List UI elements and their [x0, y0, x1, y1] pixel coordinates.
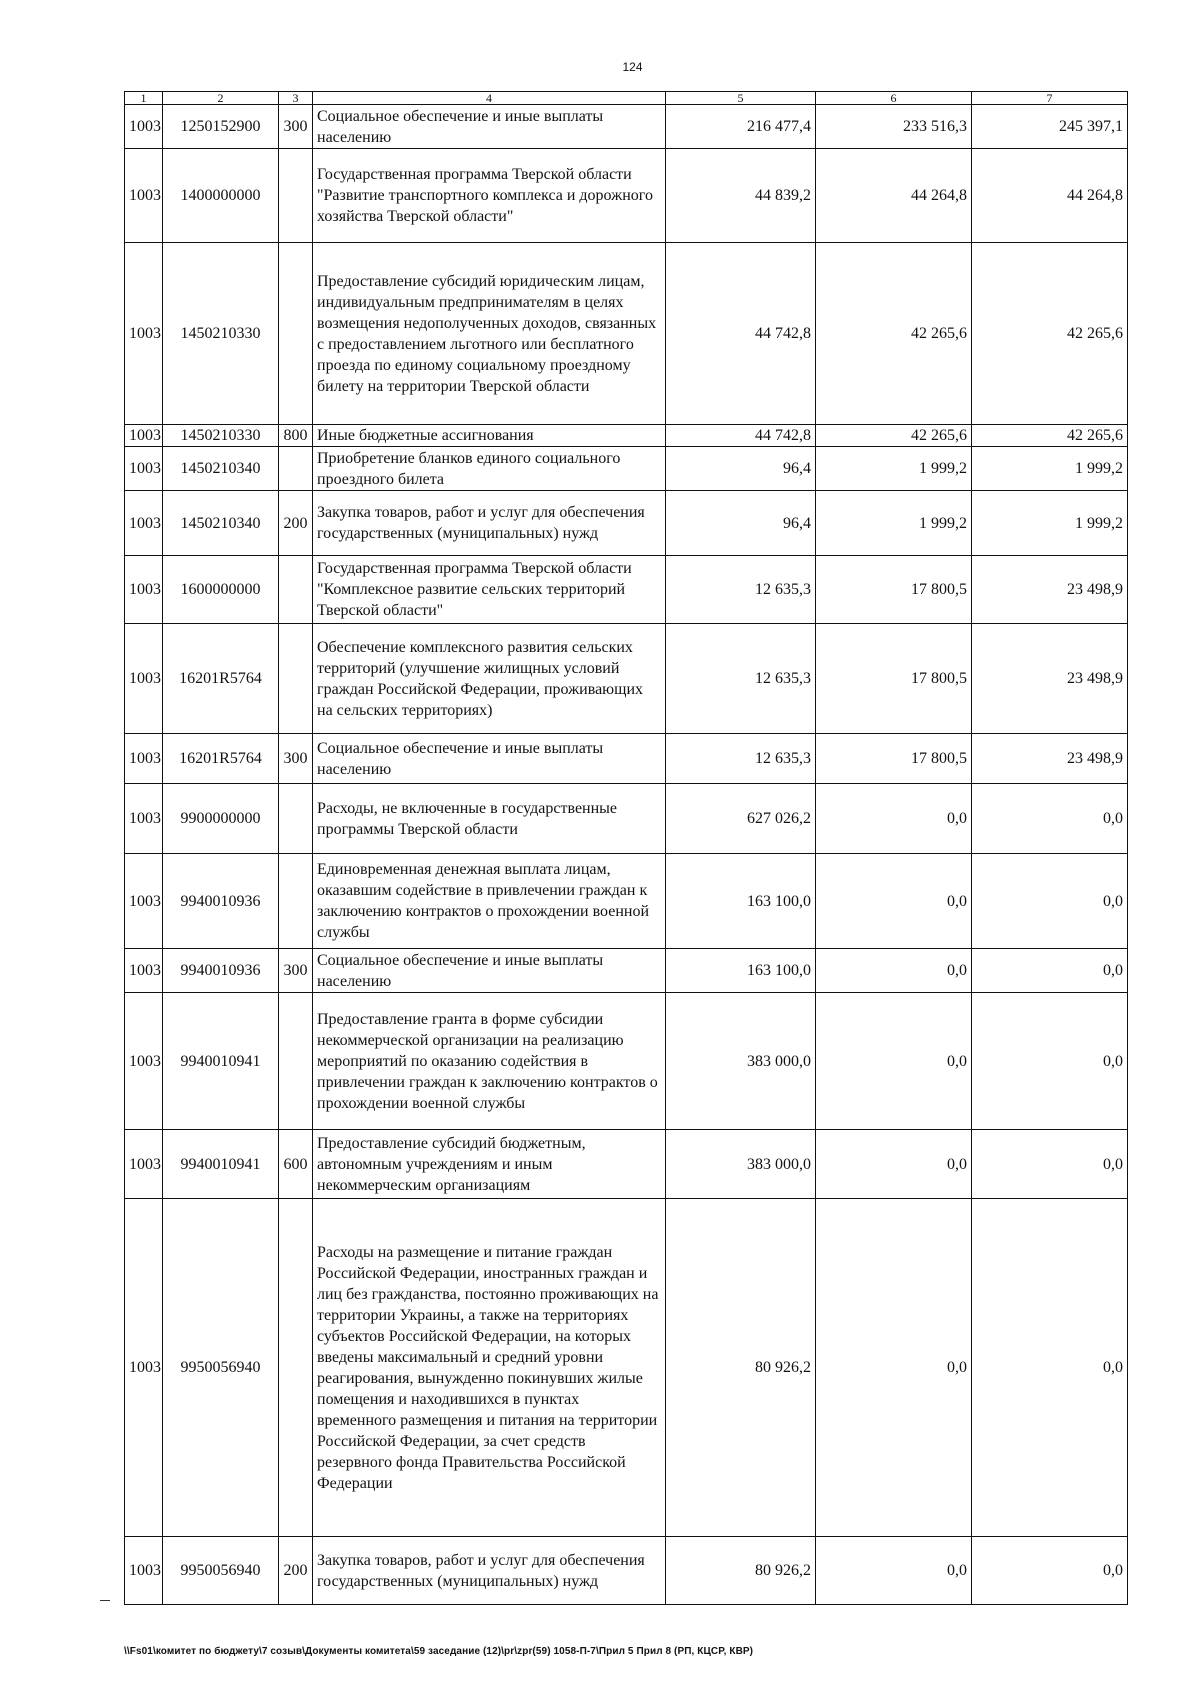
section-code: 1003	[125, 624, 163, 734]
file-path-footer: \\Fs01\комитет по бюджету\7 созыв\Документы комитета\59 заседание (12)\pr\zpr(59) 1058-П-7\Прил 5 Прил 8 (РП, КЦСР, КВР)	[124, 1646, 754, 1657]
section-code: 1003	[125, 243, 163, 425]
table-row	[125, 854, 1128, 949]
amount-col7: 42 265,6	[972, 425, 1128, 447]
target-code: 1450210340	[163, 491, 279, 556]
section-code: 1003	[125, 949, 163, 993]
amount-col5: 12 635,3	[666, 734, 816, 784]
table-row	[125, 149, 1128, 243]
amount-col6: 0,0	[816, 1199, 972, 1537]
amount-col5: 44 742,8	[666, 425, 816, 447]
table-row	[125, 993, 1128, 1130]
target-code: 9950056940	[163, 1199, 279, 1537]
amount-col5: 383 000,0	[666, 1130, 816, 1199]
expense-type: 600	[279, 1130, 313, 1199]
item-name: Предоставление субсидий юридическим лицам, индивидуальным предпринимателям в целях возмещения недополученных доходов, связанных с предоставлением льготного или бесплатного проезда по единому социальному проездному билету на территории Тверской области	[313, 243, 666, 425]
amount-col6: 0,0	[816, 854, 972, 949]
amount-col6: 44 264,8	[816, 149, 972, 243]
item-name: Социальное обеспечение и иные выплаты населению	[313, 734, 666, 784]
item-name: Приобретение бланков единого социального проездного билета	[313, 447, 666, 491]
amount-col7: 23 498,9	[972, 556, 1128, 624]
budget-table	[124, 91, 1128, 1605]
target-code: 16201R5764	[163, 734, 279, 784]
table-row	[125, 734, 1128, 784]
target-code: 9940010941	[163, 1130, 279, 1199]
target-code: 1450210330	[163, 243, 279, 425]
target-code: 1450210340	[163, 447, 279, 491]
table-row	[125, 243, 1128, 425]
item-name: Расходы на размещение и питание граждан Российской Федерации, иностранных граждан и лиц без гражданства, постоянно проживающих на территории Украины, а также на территориях субъектов Российской Федерации, на которых введены максимальный и средний уровни реагирования, вынужденно покинувших жилые помещения и находившихся в пунктах временного размещения и питания на территории Российской Федерации, за счет средств резервного фонда Правительства Российской Федерации	[313, 1199, 666, 1537]
amount-col6: 0,0	[816, 784, 972, 854]
section-code: 1003	[125, 784, 163, 854]
expense-type: 300	[279, 105, 313, 149]
expense-type	[279, 447, 313, 491]
amount-col7: 1 999,2	[972, 447, 1128, 491]
expense-type: 300	[279, 734, 313, 784]
amount-col5: 44 839,2	[666, 149, 816, 243]
target-code: 1250152900	[163, 105, 279, 149]
section-code: 1003	[125, 149, 163, 243]
header-cell: 1	[125, 92, 163, 105]
item-name: Иные бюджетные ассигнования	[313, 425, 666, 447]
amount-col7: 1 999,2	[972, 491, 1128, 556]
amount-col5: 627 026,2	[666, 784, 816, 854]
amount-col7: 42 265,6	[972, 243, 1128, 425]
table-row	[125, 624, 1128, 734]
amount-col5: 44 742,8	[666, 243, 816, 425]
expense-type	[279, 784, 313, 854]
item-name: Обеспечение комплексного развития сельских территорий (улучшение жилищных условий граждан Российской Федерации, проживающих на сельских территориях)	[313, 624, 666, 734]
target-code: 9940010936	[163, 949, 279, 993]
amount-col6: 0,0	[816, 1130, 972, 1199]
expense-type	[279, 1199, 313, 1537]
expense-type: 300	[279, 949, 313, 993]
table-row	[125, 491, 1128, 556]
amount-col6: 17 800,5	[816, 624, 972, 734]
target-code: 9950056940	[163, 1537, 279, 1605]
table-row	[125, 447, 1128, 491]
amount-col5: 80 926,2	[666, 1537, 816, 1605]
amount-col6: 17 800,5	[816, 556, 972, 624]
amount-col7: 0,0	[972, 1199, 1128, 1537]
table-row	[125, 425, 1128, 447]
header-cell: 4	[313, 92, 666, 105]
amount-col6: 17 800,5	[816, 734, 972, 784]
item-name: Социальное обеспечение и иные выплаты населению	[313, 949, 666, 993]
section-code: 1003	[125, 491, 163, 556]
amount-col5: 383 000,0	[666, 993, 816, 1130]
expense-type	[279, 624, 313, 734]
header-row	[125, 92, 1128, 105]
section-code: 1003	[125, 734, 163, 784]
item-name: Предоставление субсидий бюджетным, автономным учреждениям и иным некоммерческим организациям	[313, 1130, 666, 1199]
target-code: 1400000000	[163, 149, 279, 243]
amount-col5: 163 100,0	[666, 854, 816, 949]
item-name: Государственная программа Тверской области "Развитие транспортного комплекса и дорожного хозяйства Тверской области"	[313, 149, 666, 243]
expense-type	[279, 993, 313, 1130]
section-code: 1003	[125, 447, 163, 491]
item-name: Закупка товаров, работ и услуг для обеспечения государственных (муниципальных) нужд	[313, 1537, 666, 1605]
header-cell: 2	[163, 92, 279, 105]
amount-col7: 245 397,1	[972, 105, 1128, 149]
item-name: Социальное обеспечение и иные выплаты населению	[313, 105, 666, 149]
expense-type	[279, 854, 313, 949]
expense-type	[279, 243, 313, 425]
header-cell: 3	[279, 92, 313, 105]
item-name: Закупка товаров, работ и услуг для обеспечения государственных (муниципальных) нужд	[313, 491, 666, 556]
expense-type: 200	[279, 491, 313, 556]
section-code: 1003	[125, 854, 163, 949]
target-code: 9940010941	[163, 993, 279, 1130]
amount-col5: 12 635,3	[666, 556, 816, 624]
table-row	[125, 105, 1128, 149]
amount-col5: 96,4	[666, 447, 816, 491]
expense-type	[279, 556, 313, 624]
amount-col6: 233 516,3	[816, 105, 972, 149]
amount-col6: 1 999,2	[816, 447, 972, 491]
expense-type	[279, 149, 313, 243]
amount-col6: 0,0	[816, 1537, 972, 1605]
target-code: 1600000000	[163, 556, 279, 624]
item-name: Единовременная денежная выплата лицам, оказавшим содействие в привлечении граждан к заключению контрактов о прохождении военной службы	[313, 854, 666, 949]
section-code: 1003	[125, 1130, 163, 1199]
expense-type: 800	[279, 425, 313, 447]
amount-col6: 1 999,2	[816, 491, 972, 556]
margin-mark	[100, 1600, 110, 1601]
amount-col7: 0,0	[972, 993, 1128, 1130]
amount-col6: 0,0	[816, 993, 972, 1130]
amount-col7: 0,0	[972, 854, 1128, 949]
table-row	[125, 556, 1128, 624]
target-code: 1450210330	[163, 425, 279, 447]
amount-col7: 0,0	[972, 1130, 1128, 1199]
header-cell: 5	[666, 92, 816, 105]
section-code: 1003	[125, 556, 163, 624]
amount-col6: 42 265,6	[816, 243, 972, 425]
amount-col7: 23 498,9	[972, 624, 1128, 734]
table-row	[125, 949, 1128, 993]
amount-col7: 23 498,9	[972, 734, 1128, 784]
section-code: 1003	[125, 993, 163, 1130]
amount-col5: 12 635,3	[666, 624, 816, 734]
table-row	[125, 1199, 1128, 1537]
header-cell: 7	[972, 92, 1128, 105]
amount-col5: 80 926,2	[666, 1199, 816, 1537]
item-name: Расходы, не включенные в государственные программы Тверской области	[313, 784, 666, 854]
amount-col5: 163 100,0	[666, 949, 816, 993]
section-code: 1003	[125, 1537, 163, 1605]
target-code: 9940010936	[163, 854, 279, 949]
amount-col7: 44 264,8	[972, 149, 1128, 243]
amount-col6: 0,0	[816, 949, 972, 993]
expense-type: 200	[279, 1537, 313, 1605]
amount-col7: 0,0	[972, 784, 1128, 854]
table-row	[125, 784, 1128, 854]
amount-col6: 42 265,6	[816, 425, 972, 447]
amount-col7: 0,0	[972, 1537, 1128, 1605]
item-name: Государственная программа Тверской области "Комплексное развитие сельских территорий Тверской области"	[313, 556, 666, 624]
page-number: 124	[622, 60, 643, 74]
header-cell: 6	[816, 92, 972, 105]
table-row	[125, 1537, 1128, 1605]
section-code: 1003	[125, 425, 163, 447]
table-row	[125, 1130, 1128, 1199]
item-name: Предоставление гранта в форме субсидии некоммерческой организации на реализацию мероприятий по оказанию содействия в привлечении граждан к заключению контрактов о прохождении военной службы	[313, 993, 666, 1130]
target-code: 9900000000	[163, 784, 279, 854]
amount-col7: 0,0	[972, 949, 1128, 993]
target-code: 16201R5764	[163, 624, 279, 734]
section-code: 1003	[125, 1199, 163, 1537]
section-code: 1003	[125, 105, 163, 149]
amount-col5: 216 477,4	[666, 105, 816, 149]
amount-col5: 96,4	[666, 491, 816, 556]
